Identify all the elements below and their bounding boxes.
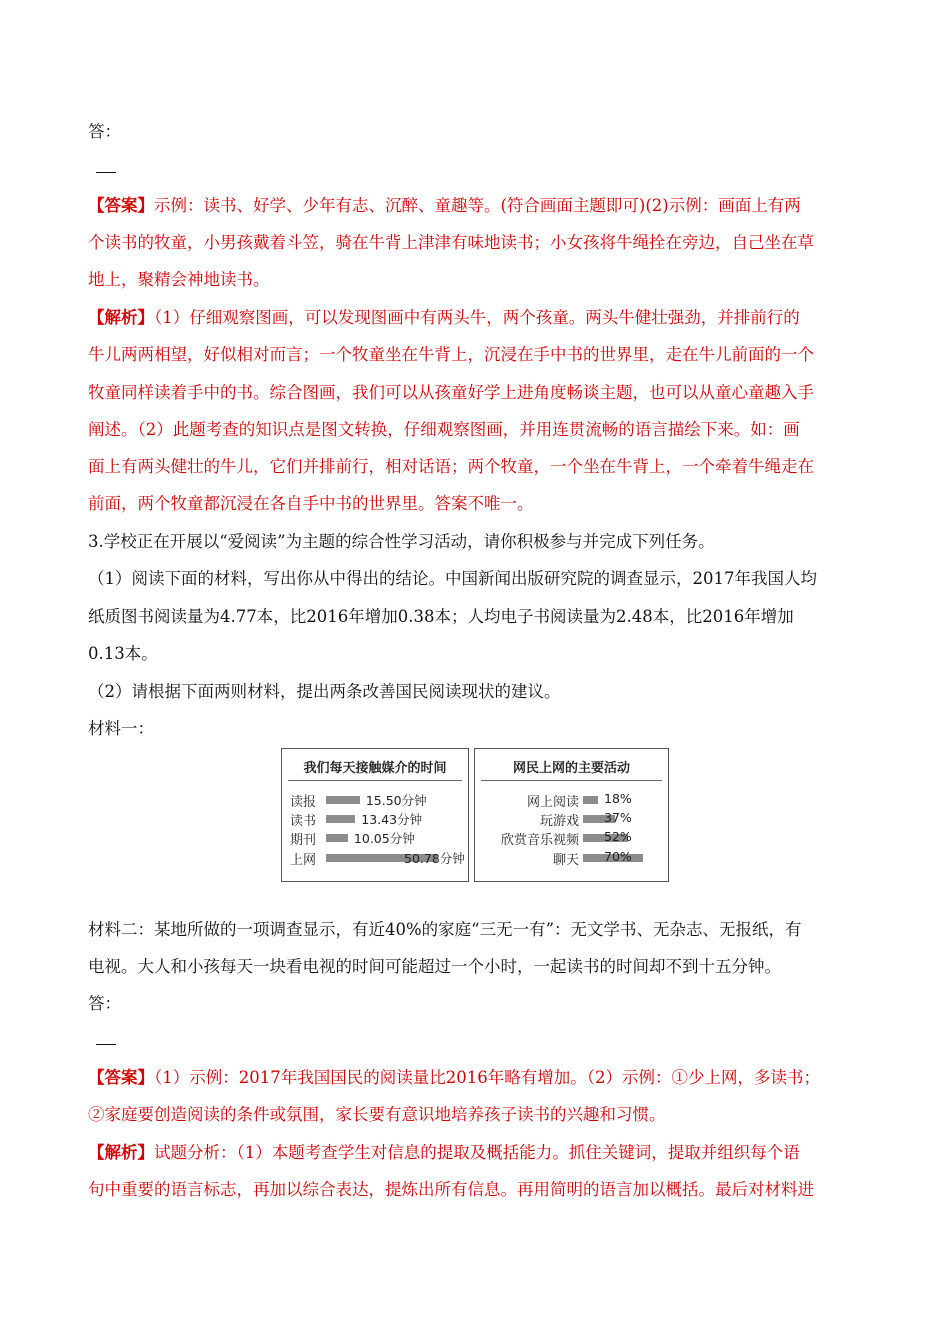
- analysis-line: 牧童同样读着手中的书。综合图画，我们可以从孩童好学上进角度畅谈主题，也可以从童心童趣入手: [88, 383, 814, 402]
- chart-divider: [288, 780, 462, 781]
- value-label: 70%: [604, 849, 632, 864]
- answer-label: 答：: [88, 122, 121, 141]
- answer-line: 地上，聚精会神地读书。: [88, 270, 270, 289]
- analysis-line: 面上有两头健壮的牛儿，它们并排前行，相对话语；两个牧童，一个坐在牛背上，一个牵着牛绳走在: [88, 457, 814, 476]
- category-label: 网上阅读: [526, 795, 579, 810]
- answer-line: ②家庭要创造阅读的条件或氛围，家长要有意识地培养孩子读书的兴趣和习惯。: [88, 1105, 666, 1124]
- answer-line: [88, 194, 801, 218]
- category-label: 读报: [290, 795, 317, 810]
- bar: [326, 834, 348, 842]
- bar: [326, 815, 355, 823]
- analysis-line: 句中重要的语言标志，再加以综合表达，提炼出所有信息。再用简明的语言加以概括。最后对材料进: [88, 1180, 814, 1199]
- chart-row: [282, 791, 468, 809]
- analysis-line: [88, 306, 800, 330]
- chart-title: 网民上网的主要活动: [512, 761, 630, 776]
- question-stem: 3.学校正在开展以“爱阅读”为主题的综合性学习活动，请你积极参与并完成下列任务。: [88, 532, 715, 551]
- category-label: 读书: [290, 814, 317, 829]
- media-time-chart: [281, 748, 469, 882]
- bar: [583, 796, 598, 804]
- material-1-label: 材料一：: [88, 719, 154, 738]
- chart-title: 我们每天接触媒介的时间: [303, 761, 447, 776]
- bar: [326, 796, 360, 804]
- answer-line: 个读书的牧童，小男孩戴着斗笠，骑在牛背上津津有味地读书；小女孩将牛绳拴在旁边，自己坐在草: [88, 233, 814, 252]
- chart-divider: [481, 780, 662, 781]
- category-label: 上网: [290, 853, 317, 868]
- answer-line: [88, 1066, 820, 1090]
- question-part-2: （2）请根据下面两则材料，提出两条改善国民阅读现状的建议。: [88, 682, 561, 701]
- answer-blank-line: [96, 172, 116, 173]
- category-label: 欣赏音乐视频: [500, 833, 579, 848]
- answer-tag: 【答案】: [88, 1068, 154, 1087]
- value-label: 13.43分钟: [361, 812, 423, 827]
- answer-blank-line: [96, 1044, 116, 1045]
- answer-label: 答：: [88, 994, 121, 1013]
- analysis-line: 前面，两个牧童都沉浸在各自手中书的世界里。答案不唯一。: [88, 494, 534, 513]
- answer-text: 示例：读书、好学、少年有志、沉醉、童趣等。(符合画面主题即可)(2)示例：画面上有两: [154, 196, 801, 215]
- chart-row: [475, 810, 668, 828]
- chart-row: [475, 829, 668, 847]
- question-part-1: 纸质图书阅读量为4.77本，比2016年增加0.38本；人均电子书阅读量为2.48本，比2016年增加: [88, 607, 794, 626]
- analysis-tag: 【解析】: [88, 1143, 154, 1162]
- chart-row: [282, 849, 468, 867]
- answer-text: （1）示例：2017年我国国民的阅读量比2016年略有增加。（2）示例：①少上网，多读书；: [154, 1068, 820, 1087]
- chart-row: [475, 791, 668, 809]
- category-label: 聊天: [552, 853, 579, 868]
- analysis-line: [88, 1141, 800, 1165]
- material-1-figure: [281, 748, 669, 882]
- chart-row: [282, 829, 468, 847]
- value-label: 50.78分钟: [404, 851, 465, 866]
- question-part-1: 0.13本。: [88, 644, 158, 663]
- analysis-text: （1）仔细观察图画，可以发现图画中有两头牛，两个孩童。两头牛健壮强劲，并排前行的: [154, 308, 800, 327]
- material-2-text: 材料二：某地所做的一项调查显示，有近40%的家庭“三无一有”：无文学书、无杂志、无报纸，有: [88, 920, 802, 939]
- online-activity-chart: [474, 748, 669, 882]
- analysis-line: 阐述。（2）此题考查的知识点是图文转换，仔细观察图画，并用连贯流畅的语言描绘下来。如：画: [88, 420, 800, 439]
- analysis-tag: 【解析】: [88, 308, 154, 327]
- analysis-text: 试题分析：（1）本题考查学生对信息的提取及概括能力。抓住关键词，提取并组织每个语: [154, 1143, 800, 1162]
- value-label: 10.05分钟: [353, 831, 415, 846]
- value-label: 18%: [604, 791, 632, 806]
- category-label: 期刊: [290, 833, 317, 848]
- answer-tag: 【答案】: [88, 196, 154, 215]
- value-label: 37%: [604, 810, 632, 825]
- chart-row: [475, 849, 668, 867]
- value-label: 15.50分钟: [365, 793, 427, 808]
- question-part-1: （1）阅读下面的材料，写出你从中得出的结论。中国新闻出版研究院的调查显示，2017年我国人均: [88, 569, 817, 588]
- category-label: 玩游戏: [539, 814, 579, 829]
- chart-row: [282, 810, 468, 828]
- analysis-line: 牛儿两两相望，好似相对而言；一个牧童坐在牛背上，沉浸在手中书的世界里，走在牛儿前面的一个: [88, 345, 814, 364]
- material-2-text: 电视。大人和小孩每天一块看电视的时间可能超过一个小时，一起读书的时间却不到十五分钟。: [88, 957, 781, 976]
- value-label: 52%: [604, 829, 632, 844]
